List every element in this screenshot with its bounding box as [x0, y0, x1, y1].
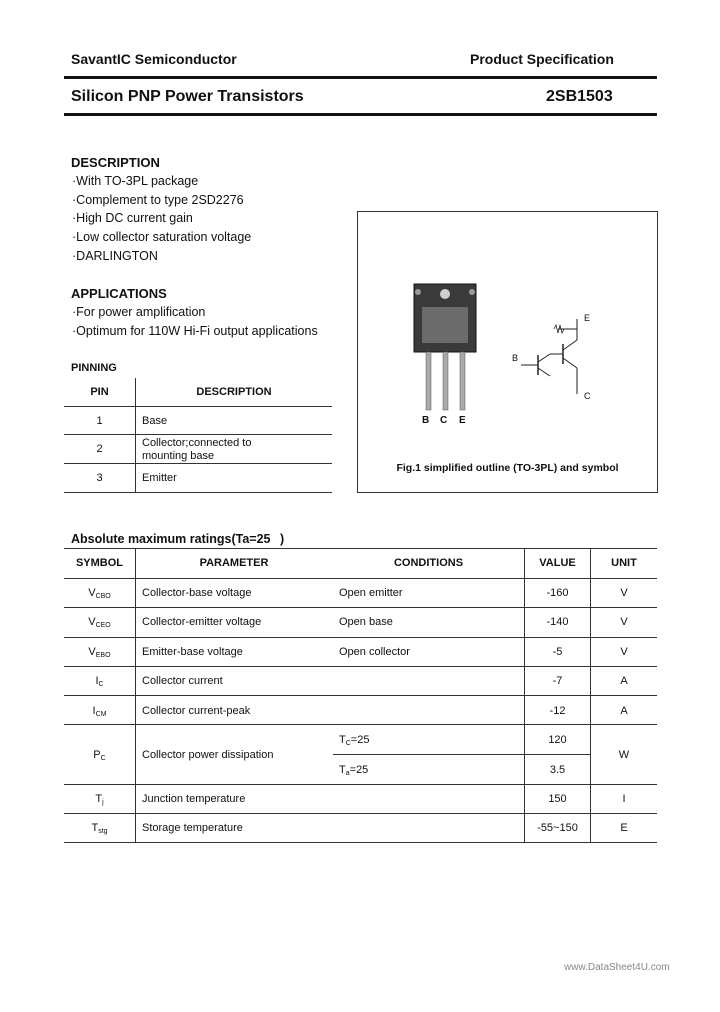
table-row-parameter: Collector-emitter voltage: [142, 616, 262, 628]
symbol-sub: C: [100, 755, 106, 762]
symbol-sub: CM: [95, 711, 107, 718]
table-row-symbol: [64, 675, 135, 688]
list-item: ·For power amplification: [72, 305, 206, 319]
table-row-value: 150: [548, 793, 567, 805]
table-row-symbol: [64, 822, 135, 835]
table-row-unit: V: [620, 616, 628, 628]
cond-sub: a: [345, 770, 350, 777]
ratings-title-end: ): [279, 532, 285, 546]
list-item: ·High DC current gain: [72, 211, 193, 226]
symbol-label-e: E: [584, 313, 591, 323]
header-rule-top: [64, 76, 657, 79]
table-row-value: -55~150: [537, 822, 578, 834]
ratings-line: [64, 842, 657, 843]
pc-value-ambient: 3.5: [549, 764, 566, 776]
table-row-symbol: [64, 646, 135, 659]
cond-sym: T: [339, 764, 346, 776]
col-conditions: CONDITIONS: [393, 557, 464, 569]
part-number: 2SB1503: [546, 88, 613, 105]
table-row-unit: V: [620, 646, 628, 658]
ratings-line: [64, 724, 657, 725]
list-item: ·DARLINGTON: [72, 248, 158, 263]
table-row-unit: E: [620, 822, 628, 834]
pin-table-line: [64, 434, 332, 435]
table-row-symbol: [64, 616, 135, 629]
doc-type: Product Specification: [470, 51, 614, 67]
description-title: DESCRIPTION: [71, 155, 160, 170]
symbol-main: I: [95, 675, 99, 687]
table-row-value: -160: [546, 587, 569, 599]
ratings-line: [64, 666, 657, 667]
pin-number: 1: [96, 415, 103, 427]
ratings-line: [64, 548, 657, 549]
table-row-unit: A: [620, 675, 628, 687]
ratings-line: [64, 695, 657, 696]
table-row-condition: Open base: [339, 616, 393, 628]
table-row-parameter: Collector-base voltage: [142, 587, 252, 599]
table-row-symbol: [64, 793, 135, 806]
table-row-unit: W: [618, 749, 630, 761]
symbol-main: V: [88, 616, 96, 628]
list-item: ·With TO-3PL package: [72, 174, 199, 188]
product-line: Silicon PNP Power Transistors: [71, 88, 304, 105]
col-symbol: SYMBOL: [75, 557, 124, 569]
description-list: [72, 172, 251, 266]
ratings-line: [64, 578, 657, 579]
table-row-parameter: Junction temperature: [142, 793, 246, 805]
table-row-value: -5: [552, 646, 563, 658]
table-row-parameter: Storage temperature: [142, 822, 243, 834]
pin-description: Emitter: [142, 472, 177, 484]
symbol-main: I: [92, 705, 96, 717]
pc-condition-case: [339, 734, 369, 747]
footer-watermark: www.DataSheet4U.com: [564, 962, 670, 973]
pin-col-header: PIN: [90, 386, 109, 398]
pinning-title: PINNING: [71, 362, 117, 374]
pin-table-line: [64, 463, 332, 464]
cond-rest: =25: [349, 764, 369, 776]
table-row-symbol: [64, 587, 135, 600]
cond-sym: T: [339, 734, 346, 746]
table-row-condition: Open emitter: [339, 587, 403, 599]
symbol-sub: CEO: [95, 622, 111, 629]
pin-description: Base: [142, 415, 168, 427]
symbol-main: T: [91, 822, 99, 834]
table-row-symbol: [64, 749, 135, 762]
symbol-main: V: [88, 646, 96, 658]
table-row-value: -140: [546, 616, 569, 628]
table-row-parameter: Collector current-peak: [142, 705, 251, 717]
table-row-unit: V: [620, 587, 628, 599]
symbol-sub: j: [102, 799, 104, 806]
figure-caption: Fig.1 simplified outline (TO-3PL) and symbol: [396, 462, 619, 474]
symbol-sub: stg: [98, 828, 108, 835]
lead-label-b: B: [422, 415, 430, 426]
symbol-label-b: B: [512, 353, 519, 363]
list-item: ·Low collector saturation voltage: [72, 230, 252, 245]
pin-description-cont: mounting base: [142, 450, 215, 462]
company-name: SavantIC Semiconductor: [71, 51, 237, 67]
figure-box: [357, 211, 658, 493]
ratings-line: [64, 637, 657, 638]
symbol-main: P: [93, 749, 101, 761]
list-item: ·Optimum for 110W Hi-Fi output applications: [72, 323, 318, 338]
table-row-parameter: Collector current: [142, 675, 223, 687]
symbol-main: V: [88, 587, 96, 599]
col-parameter: PARAMETER: [199, 557, 269, 569]
table-row-unit: A: [620, 705, 628, 717]
applications-list: [72, 303, 318, 340]
table-row-value: -12: [549, 705, 566, 717]
ratings-line: [64, 784, 657, 785]
pin-description: Collector;connected to: [142, 437, 252, 449]
table-row-value: -7: [552, 675, 563, 687]
ratings-line: [64, 813, 657, 814]
pin-table-line: [64, 492, 332, 493]
table-row-condition: Open collector: [339, 646, 410, 658]
ratings-title-text: Absolute maximum ratings(Ta=25: [71, 532, 271, 546]
pin-number: 2: [96, 443, 103, 455]
pc-value-case: 120: [548, 734, 567, 746]
cond-rest: =25: [350, 734, 370, 746]
symbol-main: T: [95, 793, 103, 805]
symbol-label-c: C: [584, 391, 591, 401]
transistor-package-drawing: [358, 212, 657, 492]
ratings-divider: [135, 548, 136, 842]
header-rule-bottom: [64, 113, 657, 116]
table-row-parameter: Emitter-base voltage: [142, 646, 243, 658]
cond-sub: C: [345, 740, 351, 747]
pc-condition-ambient: [339, 764, 368, 777]
symbol-sub: CBO: [95, 593, 111, 600]
symbol-sub: EBO: [95, 652, 111, 659]
ratings-line: [333, 754, 591, 755]
table-row-unit: I: [622, 793, 626, 805]
table-row-symbol: [64, 705, 135, 718]
symbol-sub: C: [98, 681, 104, 688]
col-unit: UNIT: [611, 557, 637, 569]
pin-desc-col-header: DESCRIPTION: [196, 386, 272, 398]
applications-title: APPLICATIONS: [71, 286, 167, 301]
list-item: ·Complement to type 2SD2276: [72, 192, 244, 207]
pin-number: 3: [96, 472, 103, 484]
lead-label-e: E: [459, 415, 466, 426]
pin-table-line: [64, 406, 332, 407]
table-row-parameter: Collector power dissipation: [142, 749, 274, 761]
col-value: VALUE: [539, 557, 576, 569]
ratings-line: [64, 607, 657, 608]
ratings-title: [71, 532, 284, 546]
lead-label-c: C: [440, 415, 448, 426]
